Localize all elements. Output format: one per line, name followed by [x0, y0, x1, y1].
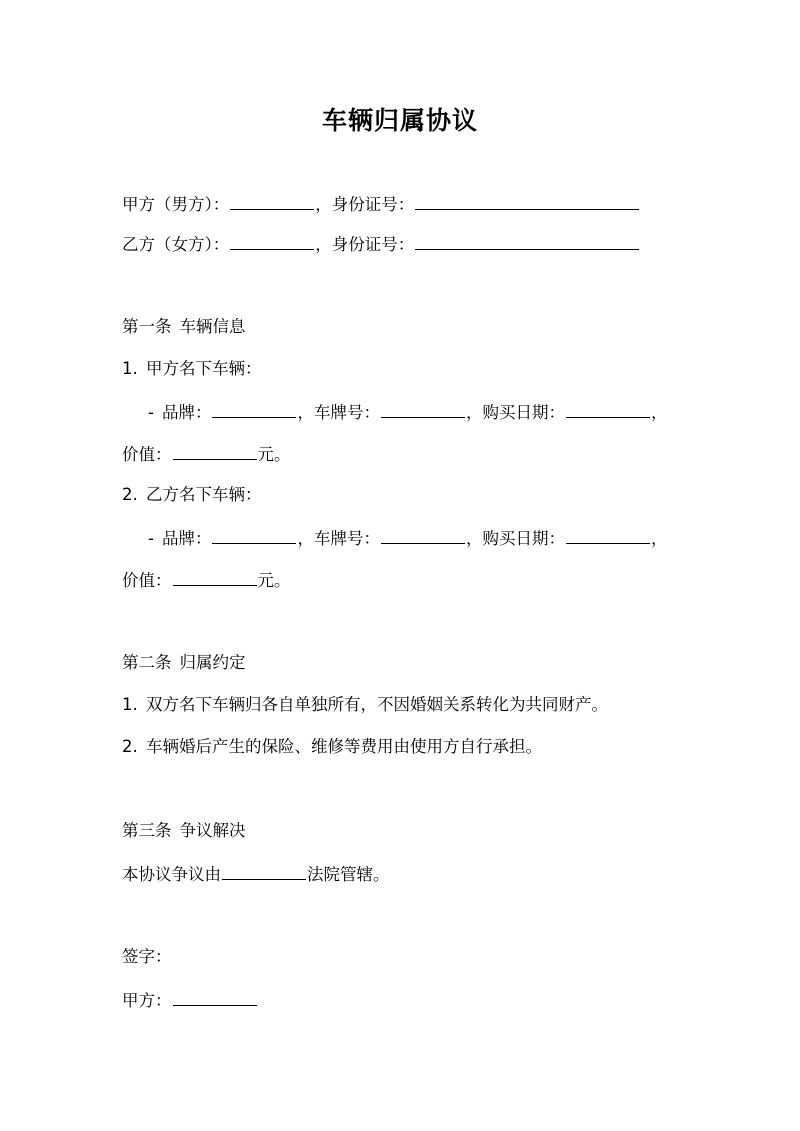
detail-dash: - — [148, 403, 154, 422]
article1-item2-details — [122, 525, 667, 549]
article1-item2 — [122, 483, 262, 507]
document-title: 车辆归属协议 — [321, 106, 478, 135]
article1-item2-value — [122, 567, 291, 591]
plate-label: ，车牌号： — [297, 529, 380, 548]
party-a-id-blank — [415, 191, 639, 210]
value-unit: 元。 — [257, 445, 291, 464]
article2-item2-text: 车辆婚后产生的保险、维修等费用由使用方自行承担。 — [146, 737, 542, 756]
value-label: 价值： — [122, 571, 172, 590]
article2-item1 — [122, 693, 608, 717]
value-blank — [173, 441, 257, 460]
article1-item2-number: 2. — [122, 485, 138, 504]
value-unit: 元。 — [257, 571, 291, 590]
article1-heading — [122, 315, 246, 339]
date-blank — [566, 399, 650, 418]
article3-text-before: 本协议争议由 — [122, 865, 221, 884]
article3-heading — [122, 819, 246, 843]
party-a-line — [122, 191, 640, 215]
plate-label: ，车牌号： — [297, 403, 380, 422]
party-b-name-blank — [230, 231, 314, 250]
article1-title: 车辆信息 — [179, 317, 246, 336]
party-b-label: 乙方（女方）： — [122, 235, 230, 254]
brand-blank — [212, 399, 296, 418]
article2-item2-number: 2. — [122, 737, 138, 756]
article2-item1-number: 1. — [122, 695, 138, 714]
article1-item1-number: 1. — [122, 359, 138, 378]
trail-comma: ， — [650, 403, 668, 422]
signature-party-a-label: 甲方： — [122, 991, 172, 1010]
article1-item1-value — [122, 441, 291, 465]
signature-party-a — [122, 987, 258, 1011]
article2-title: 归属约定 — [179, 653, 246, 672]
article3-text-after: 法院管辖。 — [307, 865, 390, 884]
article3-title: 争议解决 — [179, 821, 246, 840]
value-blank — [173, 567, 257, 586]
article2-heading — [122, 651, 246, 675]
court-blank — [222, 861, 306, 880]
date-label: ，购买日期： — [465, 529, 565, 548]
signature-heading: 签字： — [122, 947, 172, 966]
party-a-label: 甲方（男方）： — [122, 195, 230, 214]
party-a-name-blank — [230, 191, 314, 210]
trail-comma: ， — [650, 529, 668, 548]
date-label: ，购买日期： — [465, 403, 565, 422]
article2-number: 第二条 — [122, 653, 172, 672]
brand-label: 品牌： — [161, 529, 212, 548]
party-b-line — [122, 231, 640, 255]
value-label: 价值： — [122, 445, 172, 464]
plate-blank — [381, 525, 465, 544]
party-b-id-label: ，身份证号： — [315, 235, 415, 254]
article1-item2-text: 乙方名下车辆： — [146, 485, 262, 504]
party-b-id-blank — [415, 231, 639, 250]
article3-text — [122, 861, 390, 885]
article1-item1 — [122, 357, 262, 381]
article1-item1-details — [122, 399, 667, 423]
date-blank — [566, 525, 650, 544]
article3-number: 第三条 — [122, 821, 172, 840]
article1-number: 第一条 — [122, 317, 172, 336]
article2-item1-text: 双方名下车辆归各自单独所有，不因婚姻关系转化为共同财产。 — [146, 695, 608, 714]
brand-label: 品牌： — [161, 403, 212, 422]
detail-dash: - — [148, 529, 154, 548]
article2-item2 — [122, 735, 542, 759]
plate-blank — [381, 399, 465, 418]
brand-blank — [212, 525, 296, 544]
party-a-id-label: ，身份证号： — [315, 195, 415, 214]
signature-party-a-blank — [173, 987, 257, 1006]
article1-item1-text: 甲方名下车辆： — [146, 359, 262, 378]
